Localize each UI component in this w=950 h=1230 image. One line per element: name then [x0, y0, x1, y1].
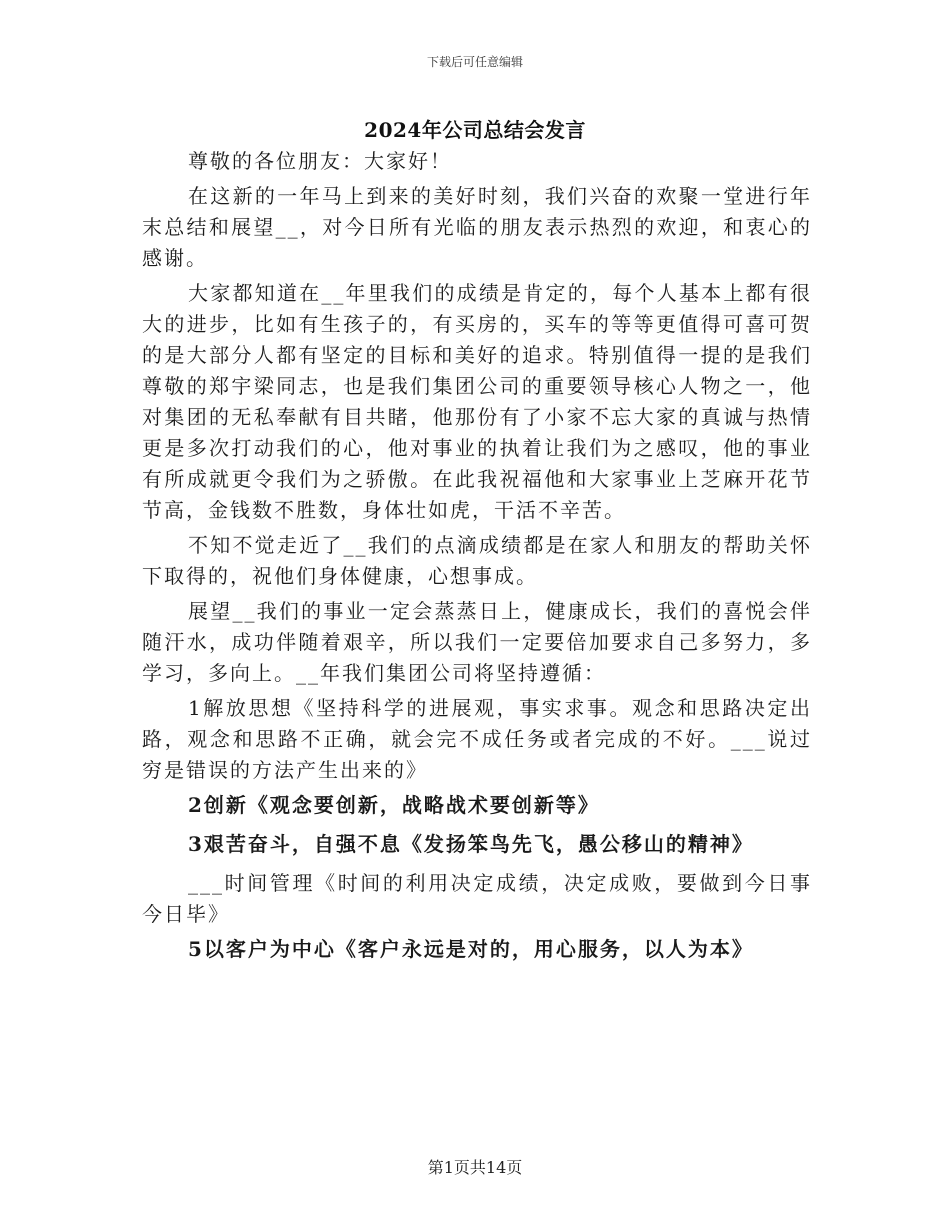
document-title: 2024年公司总结会发言	[364, 118, 586, 142]
paragraph-outlook: 展望__我们的事业一定会蒸蒸日上，健康成长，我们的喜悦会伴随汗水，成功伴随着艰辛，所以我们一定要倍加要求自己多努力，多学习，多向上。__年我们集团公司将坚持遵循：	[142, 599, 812, 685]
list-item-1: 1解放思想《坚持科学的进展观，事实求事。观念和思路决定出路，观念和思路不正确，就会完不成任务或者完成的不好。___说过穷是错误的方法产生出来的》	[142, 696, 812, 782]
list-item-4: ___时间管理《时间的利用决定成绩，决定成败，要做到今日事今日毕》	[142, 871, 812, 926]
document-body	[142, 146, 812, 973]
paragraph-opening: 在这新的一年马上到来的美好时刻，我们兴奋的欢聚一堂进行年末总结和展望__，对今日所有光临的朋友表示热烈的欢迎，和衷心的感谢。	[142, 184, 812, 270]
paragraph-achievements: 大家都知道在__年里我们的成绩是肯定的，每个人基本上都有很大的进步，比如有生孩子的，有买房的，买车的等等更值得可喜可贺的是大部分人都有坚定的目标和美好的追求。特别值得一提的是我们尊敬的郑宇梁同志，也是我们集团公司的重要领导核心人物之一，他对集团的无私奉献有目共睹，他那份有了小家不忘大家的真诚与热情更是多次打动我们的心，他对事业的执着让我们为之感叹，他的事业有所成就更令我们为之骄傲。在此我祝福他和大家事业上芝麻开花节节高，金钱数不胜数，身体壮如虎，干活不辛苦。	[142, 281, 812, 522]
paragraph-greeting: 尊敬的各位朋友：大家好！	[188, 149, 452, 173]
header-note: 下载后可任意编辑	[426, 55, 523, 69]
paragraph-thanks: 不知不觉走近了__我们的点滴成绩都是在家人和朋友的帮助关怀下取得的，祝他们身体健康，心想事成。	[142, 533, 812, 588]
page-footer: 第1页共14页	[427, 1158, 523, 1177]
list-item-5: 5以客户为中心《客户永远是对的，用心服务，以人为本》	[188, 937, 754, 961]
list-item-2: 2创新《观念要创新，战略战术要创新等》	[188, 793, 600, 817]
list-item-3: 3艰苦奋斗，自强不息《发扬笨鸟先飞，愚公移山的精神》	[188, 832, 754, 856]
